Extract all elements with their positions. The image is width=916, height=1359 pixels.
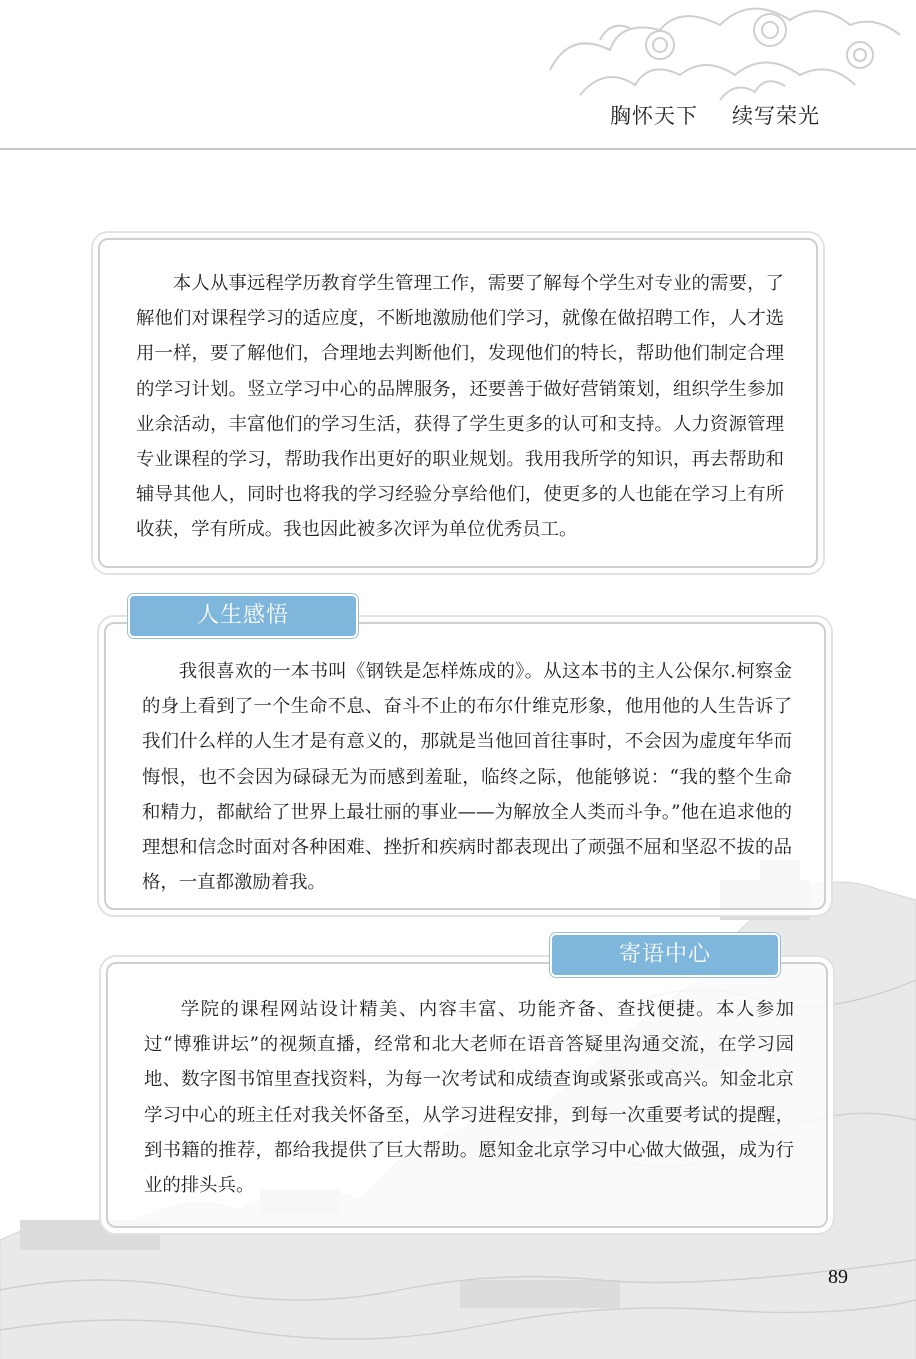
- section-1-paragraph: 本人从事远程学历教育学生管理工作，需要了解每个学生对专业的需要，了解他们对课程学习的适应度，不断地激励他们学习，就像在做招聘工作，人才选用一样，要了解他们，合理地去判断他们，发现他们的特长，帮助他们制定合理的学习计划。竖立学习中心的品牌服务，还要善于做好营销策划，组织学生参加业余活动，丰富他们的学习生活，获得了学生更多的认可和支持。人力资源管理专业课程的学习，帮助我作出更好的职业规划。我用我所学的知识，再去帮助和辅导其他人，同时也将我的学习经验分享给他们，使更多的人也能在学习上有所收获，学有所成。我也因此被多次评为单位优秀员工。: [136, 273, 784, 541]
- section-2-paragraph: 我很喜欢的一本书叫《钢铁是怎样炼成的》。从这本书的主人公保尔.柯察金的身上看到了一个生命不息、奋斗不止的布尔什维克形象，他用他的人生告诉了我们什么样的人生才是有意义的，那就是当他回首往事时，不会因为虚度年华而悔恨，也不会因为碌碌无为而感到羞耻，临终之际，他能够说：“我的整个生命和精力，都献给了世界上最壮丽的事业——为解放全人类而斗争。”他在追求他的理想和信念时面对各种困难、挫折和疾病时都表现出了顽强不屈和坚忍不拔的品格，一直都激励着我。: [142, 661, 792, 894]
- section-2-body: [142, 654, 792, 900]
- text-box-3: [106, 962, 828, 1228]
- text-box-1: [98, 238, 818, 568]
- cloud-pattern-decoration: [540, 0, 916, 110]
- header-rule: [0, 148, 916, 150]
- running-head-left: 胸怀天下: [610, 104, 698, 128]
- running-head: [610, 100, 820, 130]
- section-3-paragraph: 学院的课程网站设计精美、内容丰富、功能齐备、查找便捷。本人参加过“博雅讲坛”的视频直播，经常和北大老师在语音答疑里沟通交流，在学习园地、数字图书馆里查找资料，为每一次考试和成绩查询或紧张或高兴。知金北京学习中心的班主任对我关怀备至，从学习进程安排，到每一次重要考试的提醒，到书籍的推荐，都给我提供了巨大帮助。愿知金北京学习中心做大做强，成为行业的排头兵。: [144, 999, 794, 1197]
- section-3-heading: 寄语中心: [552, 935, 778, 975]
- text-box-2: [104, 622, 826, 910]
- section-1-body: [136, 266, 784, 548]
- running-head-right: 续写荣光: [732, 104, 820, 128]
- section-2-heading: 人生感悟: [130, 596, 356, 636]
- page-number: 89: [828, 1266, 848, 1288]
- section-3-body: [144, 992, 794, 1203]
